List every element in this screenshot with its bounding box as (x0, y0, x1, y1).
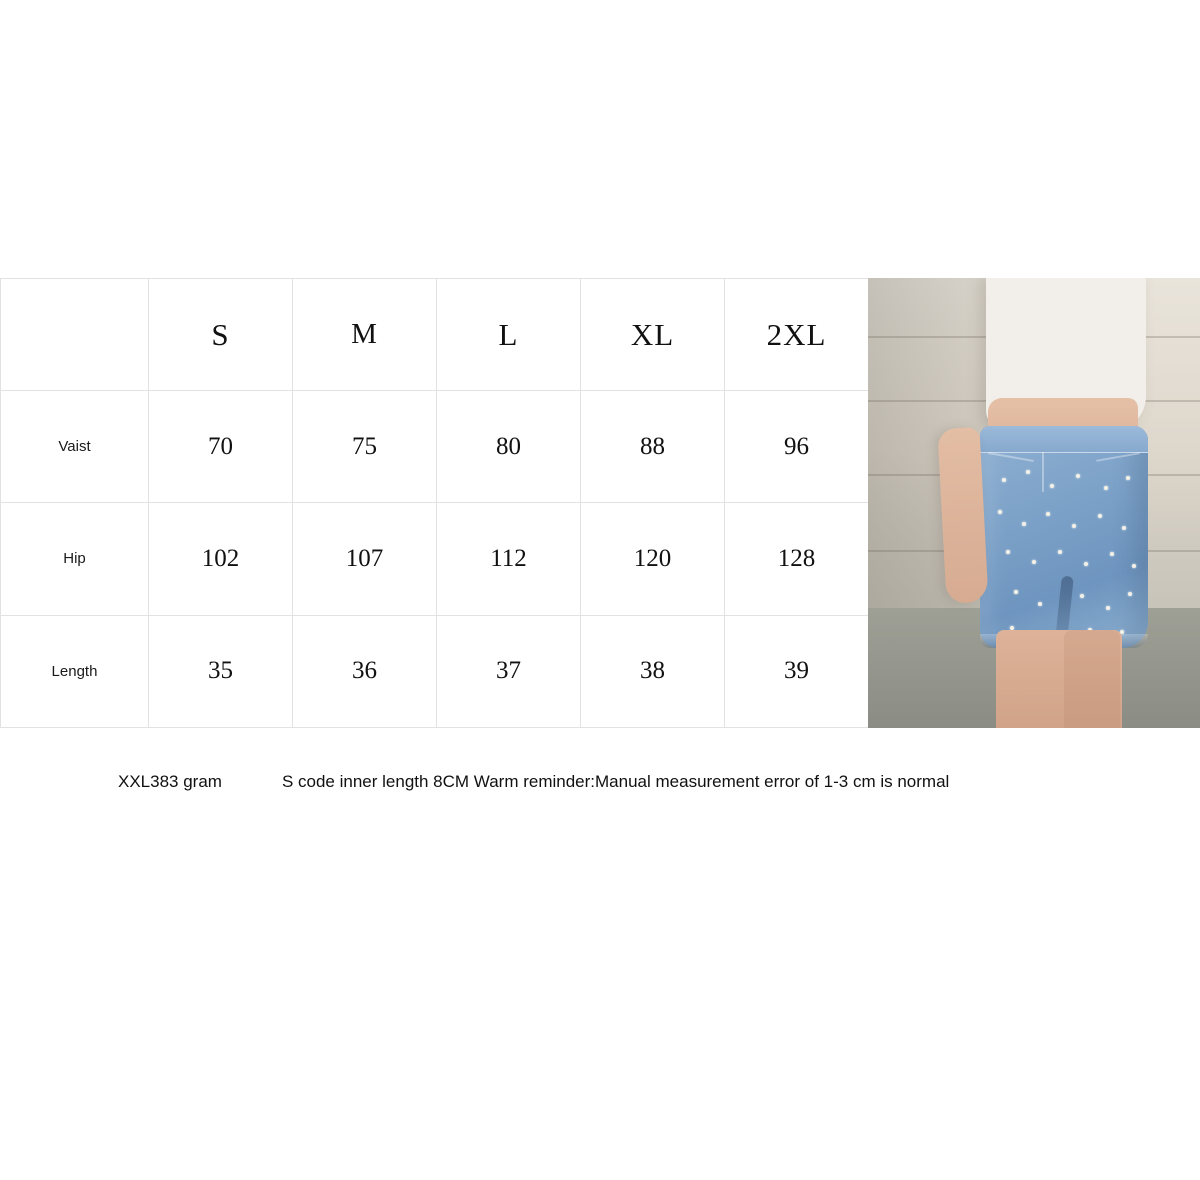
pearl-stud (1132, 564, 1136, 568)
row-label-waist: Vaist (1, 391, 149, 503)
cell-length-l: 37 (437, 615, 581, 727)
pearl-stud (1038, 602, 1042, 606)
pearl-stud (1122, 526, 1126, 530)
cell-length-s: 35 (149, 615, 293, 727)
pearl-stud (1106, 606, 1110, 610)
pearl-stud (1072, 524, 1076, 528)
cell-length-xl: 38 (581, 615, 725, 727)
table-row (1, 391, 869, 503)
header-size-s: S (149, 279, 293, 391)
cell-waist-s: 70 (149, 391, 293, 503)
pearl-stud (1104, 486, 1108, 490)
cell-waist-l: 80 (437, 391, 581, 503)
pearl-stud (1032, 560, 1036, 564)
pearl-stud (1006, 550, 1010, 554)
table-row (1, 503, 869, 615)
pearl-stud (1026, 470, 1030, 474)
product-photo (868, 278, 1200, 728)
table-row (1, 615, 869, 727)
pearl-stud (1058, 550, 1062, 554)
caption-block (0, 772, 1200, 792)
caption-note-tail: Manual measurement error of 1-3 cm is normal (595, 772, 950, 791)
pearl-stud (1002, 478, 1006, 482)
cell-length-2xl: 39 (725, 615, 869, 727)
pearl-stud (1080, 594, 1084, 598)
cell-waist-m: 75 (293, 391, 437, 503)
header-corner-cell (1, 279, 149, 391)
shorts-pocket-seam (1096, 452, 1140, 462)
caption-note: S code inner length 8CM Warm reminder: (281, 772, 596, 791)
pearl-stud (1050, 484, 1054, 488)
table-header-row (1, 279, 869, 391)
pearl-stud (1022, 522, 1026, 526)
shorts-fly-seam (1042, 452, 1044, 492)
row-label-length: Length (1, 615, 149, 727)
cell-hip-s: 102 (149, 503, 293, 615)
shorts-waistband (980, 426, 1148, 453)
pearl-stud (1110, 552, 1114, 556)
pearl-stud (1126, 476, 1130, 480)
pearl-stud (1014, 590, 1018, 594)
cell-length-m: 36 (293, 615, 437, 727)
cell-hip-xl: 120 (581, 503, 725, 615)
pearl-stud (1128, 592, 1132, 596)
size-table (0, 278, 869, 728)
shorts-pocket-seam (988, 452, 1034, 462)
row-label-hip: Hip (1, 503, 149, 615)
header-size-l: L (437, 279, 581, 391)
pearl-stud (1084, 562, 1088, 566)
pearl-stud (1098, 514, 1102, 518)
size-chart-block (0, 278, 1200, 728)
denim-shorts (980, 426, 1148, 648)
pearl-stud (1076, 474, 1080, 478)
cell-hip-2xl: 128 (725, 503, 869, 615)
cell-waist-xl: 88 (581, 391, 725, 503)
cell-hip-m: 107 (293, 503, 437, 615)
model-leg-back (1064, 630, 1120, 728)
header-size-2xl: 2XL (725, 279, 869, 391)
pearl-stud (998, 510, 1002, 514)
cell-hip-l: 112 (437, 503, 581, 615)
header-size-m: M (293, 279, 437, 391)
pearl-stud (1046, 512, 1050, 516)
caption-weight: XXL383 gram (118, 772, 222, 791)
header-size-xl: XL (581, 279, 725, 391)
cell-waist-2xl: 96 (725, 391, 869, 503)
photo-composition (868, 278, 1200, 728)
